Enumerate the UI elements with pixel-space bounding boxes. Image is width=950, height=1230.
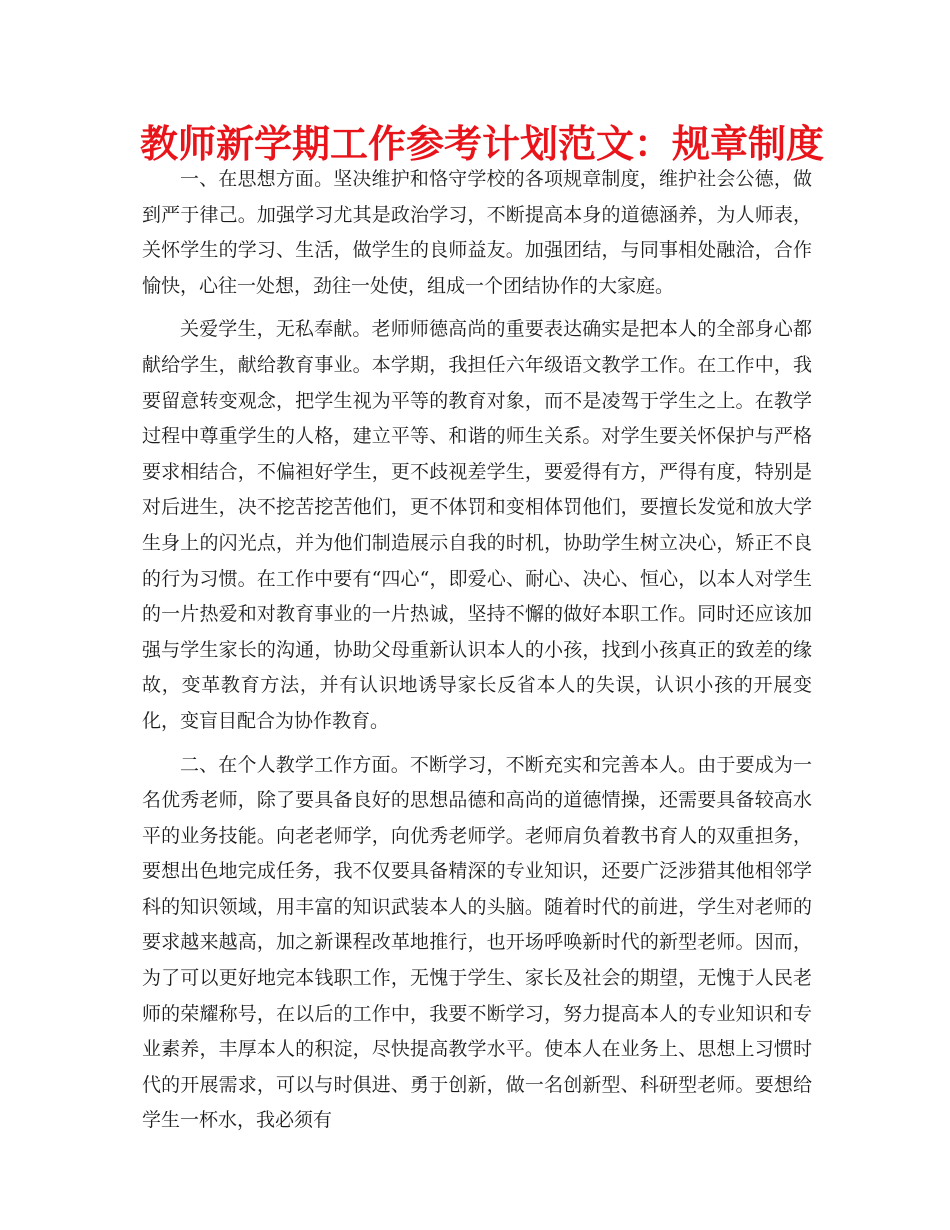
paragraph-care-students: 关爱学生，无私奉献。老师师德高尚的重要表达确实是把本人的全部身心都献给学生，献给教育事业。本学期，我担任六年级语文教学工作。在工作中，我要留意转变观念，把学生视为平等的教育对象，而不是凌驾于学生之上。在教学过程中尊重学生的人格，建立平等、和谐的师生关系。对学生要关怀保护与严格要求相结合，不偏袒好学生，更不歧视差学生，要爱得有方，严得有度，特别是对后进生，决不挖苦挖苦他们，更不体罚和变相体罚他们，要擅长发觉和放大学生身上的闪光点，并为他们制造展示自我的时机，协助学生树立决心，矫正不良的行为习惯。在工作中要有“四心“，即爱心、耐心、决心、恒心，以本人对学生的一片热爱和对教育事业的一片热诚，坚持不懈的做好本职工作。同时还应该加强与学生家长的沟通，协助父母重新认识本人的小孩，找到小孩真正的致差的缘故，变革教育方法，并有认识地诱导家长反省本人的失误，认识小孩的开展变化，变盲目配合为协作教育。 (142, 318, 812, 732)
paragraph-thought: 一、在思想方面。坚决维护和恪守学校的各项规章制度，维护社会公德，做到严于律己。加强学习尤其是政治学习，不断提高本身的道德涵养，为人师表，关怀学生的学习、生活，做学生的良师益友。加强团结，与同事相处融洽，合作愉快，心往一处想，劲往一处使，组成一个团结协作的大家庭。 (142, 168, 812, 297)
page-title: 教师新学期工作参考计划范文：规章制度 (140, 122, 825, 166)
document-body (142, 162, 812, 1147)
paragraph-teaching-work: 二、在个人教学工作方面。不断学习，不断充实和完善本人。由于要成为一名优秀老师，除了要具备良好的思想品德和高尚的道德情操，还需要具备较高水平的业务技能。向老老师学，向优秀老师学。老师肩负着教书育人的双重担务，要想出色地完成任务，我不仅要具备精深的专业知识，还要广泛涉猎其他相邻学科的知识领域，用丰富的知识武装本人的头脑。随着时代的前进，学生对老师的要求越来越高，加之新课程改革地推行，也开场呼唤新时代的新型老师。因而，为了可以更好地完本钱职工作，无愧于学生、家长及社会的期望，无愧于人民老师的荣耀称号，在以后的工作中，我要不断学习，努力提高本人的专业知识和专业素养，丰厚本人的积淀，尽快提高教学水平。使本人在业务上、思想上习惯时代的开展需求，可以与时俱进、勇于创新，做一名创新型、科研型老师。要想给学生一杯水，我必须有 (142, 753, 812, 1132)
